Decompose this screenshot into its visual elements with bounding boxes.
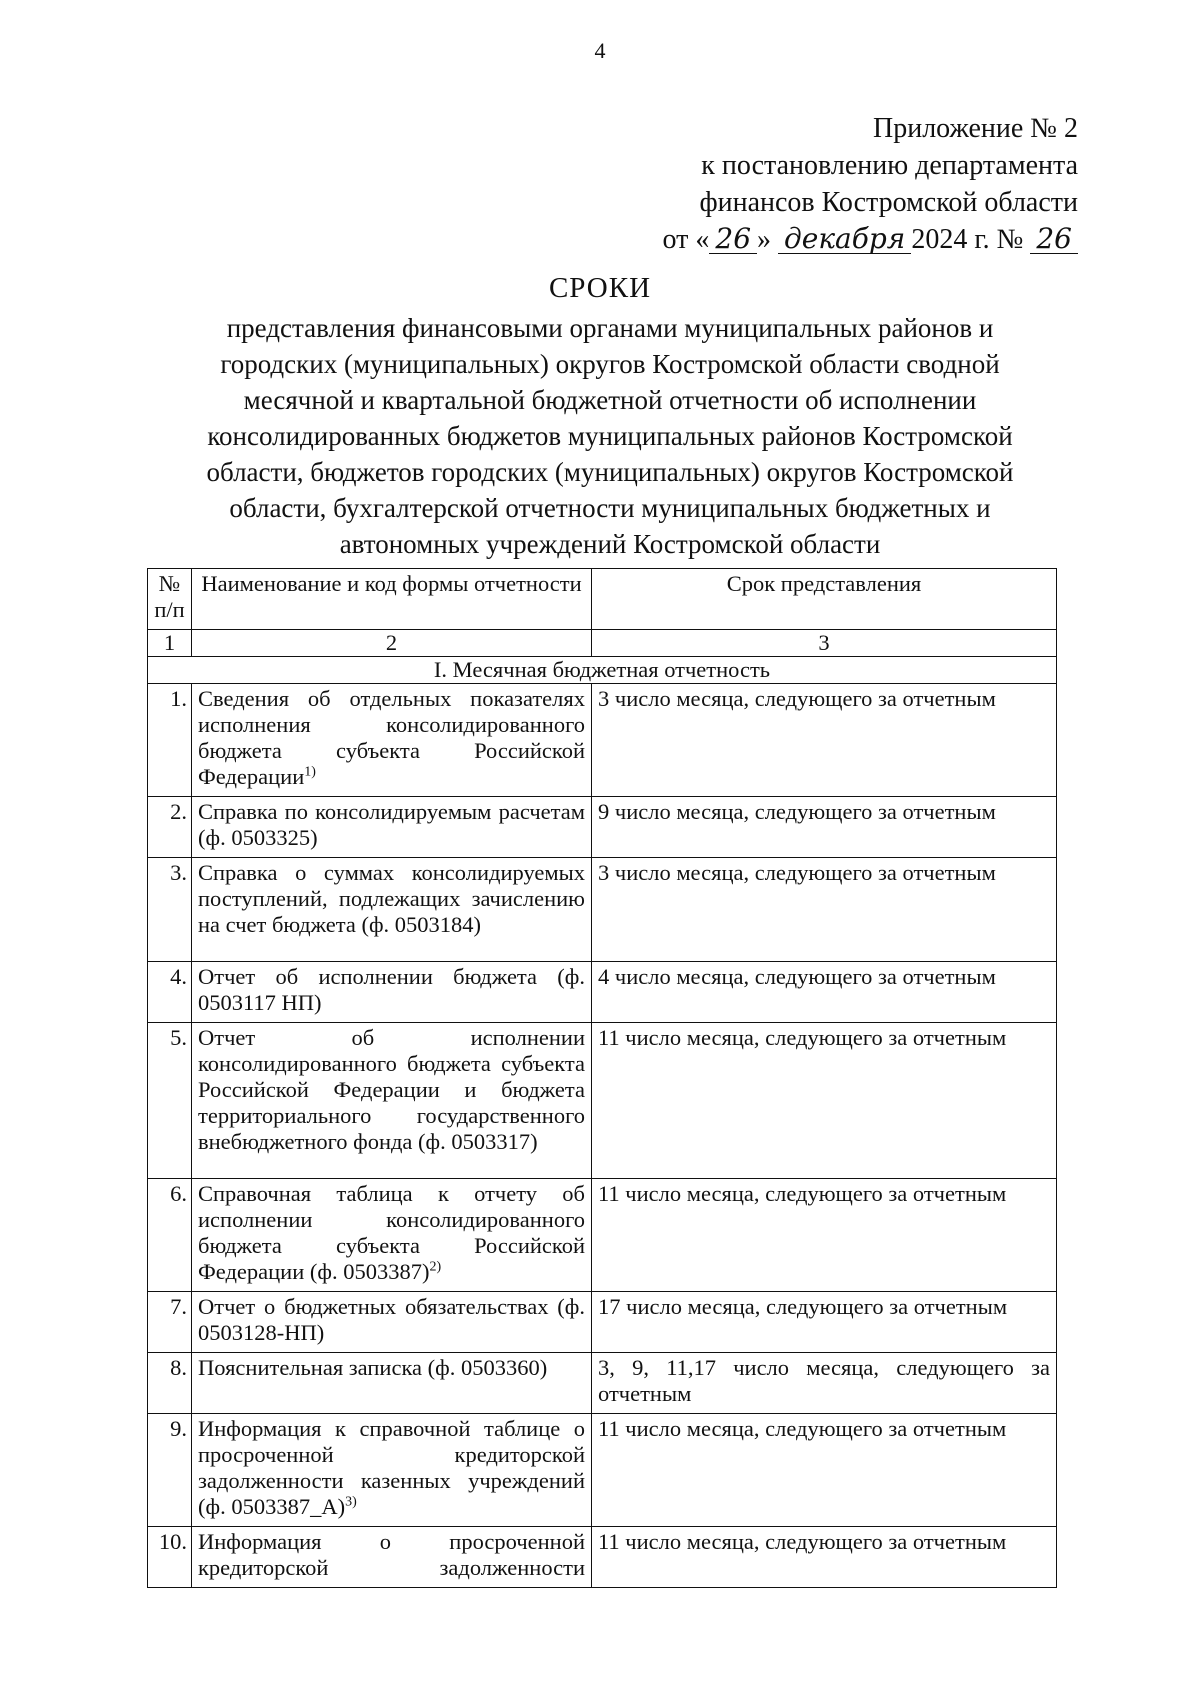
form-name-text: Справочная таблица к отчету об исполнении консолидированного бюджета субъекта Российской Федерации (ф. 0503387) bbox=[198, 1181, 585, 1284]
row-form-name: Отчет о бюджетных обязательствах (ф. 0503128-НП) bbox=[192, 1292, 592, 1353]
handwritten-number: 26 bbox=[1030, 225, 1078, 254]
index-cell-1: 1 bbox=[148, 630, 192, 657]
date-year: 2024 г. № bbox=[911, 224, 1024, 255]
appendix-reference: к постановлению департамента bbox=[701, 150, 1078, 181]
row-number: 8. bbox=[148, 1353, 192, 1414]
row-form-name: Отчет об исполнении бюджета (ф. 0503117 НП) bbox=[192, 962, 592, 1023]
header-deadline: Срок представления bbox=[592, 569, 1057, 630]
row-deadline: 11 число месяца, следующего за отчетным bbox=[592, 1414, 1057, 1527]
row-form-name bbox=[192, 684, 592, 797]
table-row bbox=[148, 797, 1057, 858]
row-form-name bbox=[192, 1179, 592, 1292]
document-title: СРОКИ bbox=[548, 272, 652, 304]
row-deadline: 3, 9, 11,17 число месяца, следующего за отчетным bbox=[592, 1353, 1057, 1414]
row-deadline: 3 число месяца, следующего за отчетным bbox=[592, 858, 1057, 962]
row-form-name: Пояснительная записка (ф. 0503360) bbox=[192, 1353, 592, 1414]
row-number: 2. bbox=[148, 797, 192, 858]
table-row bbox=[148, 1353, 1057, 1414]
row-deadline: 4 число месяца, следующего за отчетным bbox=[592, 962, 1057, 1023]
row-number: 9. bbox=[148, 1414, 192, 1527]
handwritten-month: декабря bbox=[778, 225, 911, 254]
footnote-mark: 1) bbox=[304, 764, 316, 780]
footnote-mark: 2) bbox=[429, 1259, 442, 1275]
index-cell-2: 2 bbox=[192, 630, 592, 657]
row-form-name: Отчет об исполнении консолидированного бюджета субъекта Российской Федерации и бюджета территориального государственного внебюджетного фонда (ф. 0503317) bbox=[192, 1023, 592, 1179]
date-mid: » bbox=[757, 224, 772, 255]
page-number: 4 bbox=[594, 38, 606, 63]
row-number: 6. bbox=[148, 1179, 192, 1292]
appendix-authority: финансов Костромской области bbox=[699, 187, 1078, 218]
table-row bbox=[148, 684, 1057, 797]
section-title: I. Месячная бюджетная отчетность bbox=[148, 657, 1057, 684]
row-number: 5. bbox=[148, 1023, 192, 1179]
row-number: 3. bbox=[148, 858, 192, 962]
footnote-mark: 3) bbox=[345, 1494, 357, 1510]
handwritten-day: 26 bbox=[709, 225, 757, 254]
form-name-text: Информация к справочной таблице о просроченной кредиторской задолженности казенных учреждений (ф. 0503387_А) bbox=[198, 1416, 585, 1519]
row-deadline: 11 число месяца, следующего за отчетным bbox=[592, 1527, 1057, 1588]
row-number: 7. bbox=[148, 1292, 192, 1353]
row-form-name: Справка о суммах консолидируемых поступлений, подлежащих зачислению на счет бюджета (ф. 0503184) bbox=[192, 858, 592, 962]
document-subtitle: представления финансовыми органами муниципальных районов и городских (муниципальных) округов Костромской области сводной месячной и квартальной бюджетной отчетности об исполнении консолидированных бюджетов муниципальных районов Костромской области, бюджетов городских (муниципальных) округов Костромской области, бухгалтерской отчетности муниципальных бюджетных и автономных учреждений Костромской области bbox=[206, 313, 1014, 559]
table-index-row bbox=[148, 630, 1057, 657]
table-row bbox=[148, 1292, 1057, 1353]
table-row bbox=[148, 858, 1057, 962]
row-form-name: Справка по консолидируемым расчетам (ф. 0503325) bbox=[192, 797, 592, 858]
appendix-block bbox=[663, 110, 1079, 258]
row-deadline: 11 число месяца, следующего за отчетным bbox=[592, 1179, 1057, 1292]
table-row bbox=[148, 1414, 1057, 1527]
section-row bbox=[148, 657, 1057, 684]
table-row bbox=[148, 1023, 1057, 1179]
form-name-text: Сведения об отдельных показателях исполнения консолидированного бюджета субъекта Российской Федерации bbox=[198, 686, 585, 789]
appendix-title: Приложение № 2 bbox=[873, 113, 1078, 144]
header-name: Наименование и код формы отчетности bbox=[192, 569, 592, 630]
row-number: 1. bbox=[148, 684, 192, 797]
row-form-name: Информация о просроченной кредиторской задолженности bbox=[192, 1527, 592, 1588]
row-deadline: 9 число месяца, следующего за отчетным bbox=[592, 797, 1057, 858]
date-prefix: от « bbox=[662, 224, 710, 255]
row-number: 10. bbox=[148, 1527, 192, 1588]
row-deadline: 11 число месяца, следующего за отчетным bbox=[592, 1023, 1057, 1179]
row-number: 4. bbox=[148, 962, 192, 1023]
row-deadline: 17 число месяца, следующего за отчетным bbox=[592, 1292, 1057, 1353]
row-form-name bbox=[192, 1414, 592, 1527]
index-cell-3: 3 bbox=[592, 630, 1057, 657]
table-header-row bbox=[148, 569, 1057, 630]
deadlines-table bbox=[147, 568, 1057, 1588]
table-row bbox=[148, 962, 1057, 1023]
table-row bbox=[148, 1179, 1057, 1292]
table-row bbox=[148, 1527, 1057, 1588]
appendix-date-line bbox=[663, 221, 1079, 258]
header-num: № п/п bbox=[148, 569, 192, 630]
row-deadline: 3 число месяца, следующего за отчетным bbox=[592, 684, 1057, 797]
